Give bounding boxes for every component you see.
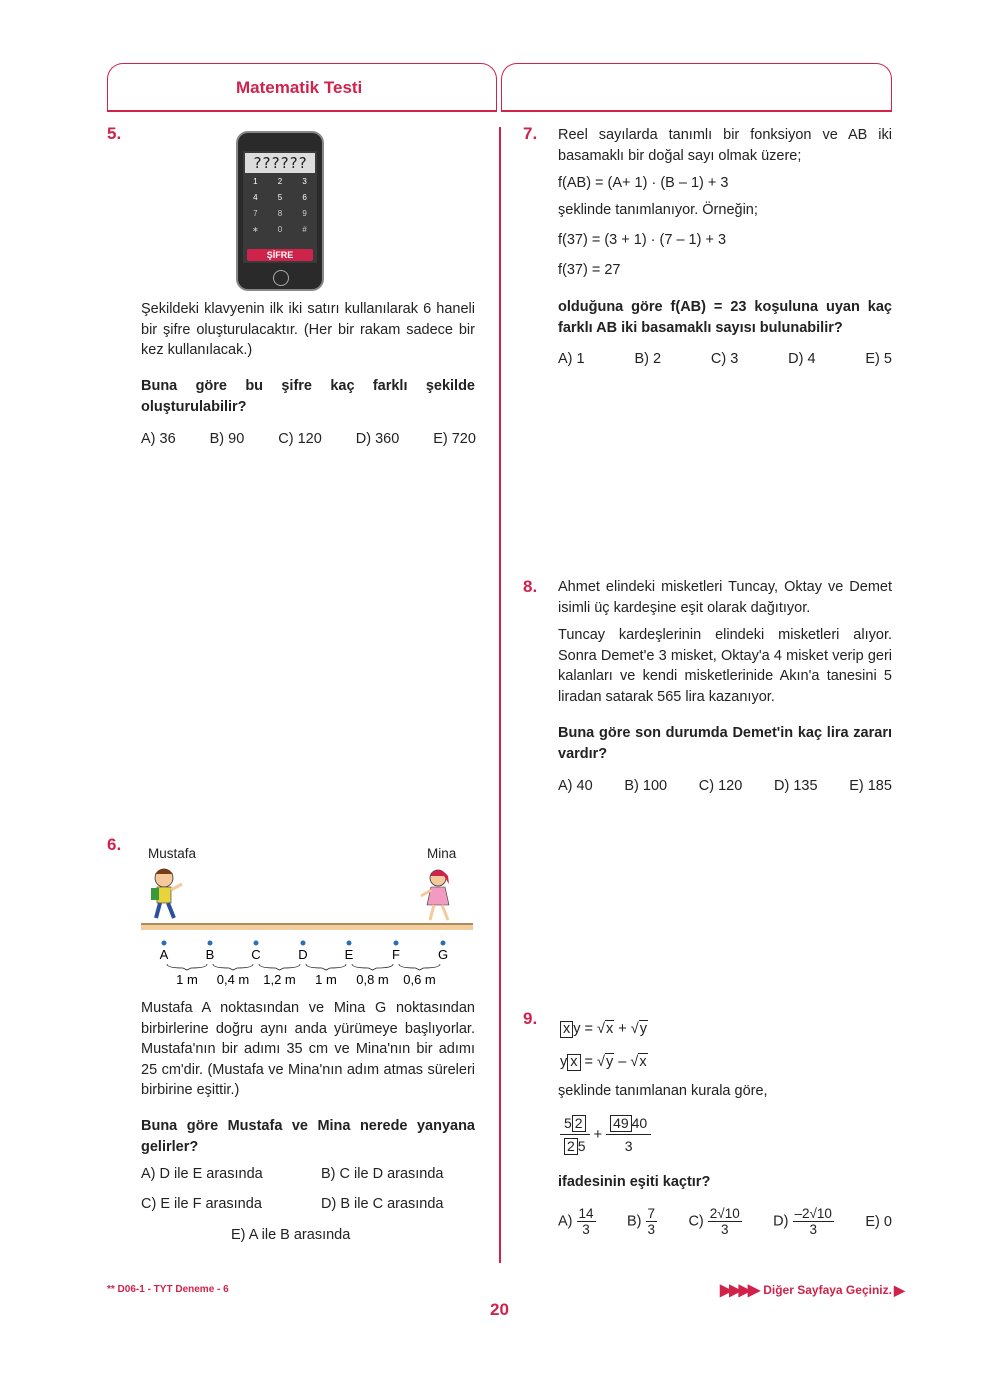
page-title: Matematik Testi — [236, 78, 363, 97]
q6-question: Buna göre Mustafa ve Mina nerede yanyana gelirler? — [141, 1118, 475, 1155]
q5-options — [141, 431, 476, 447]
point-label: D — [298, 947, 308, 962]
q6-name-right: Mina — [427, 846, 457, 861]
q8-options — [558, 778, 892, 794]
distance-brace — [167, 964, 207, 970]
phone-key: ∗ — [251, 225, 259, 234]
q5-option-e[interactable]: E) 720 — [433, 431, 476, 447]
q8-option-c[interactable]: C) 120 — [698, 778, 743, 794]
distance-brace — [259, 964, 300, 970]
phone-key: 2 — [277, 177, 283, 186]
q8-option-d[interactable]: D) 135 — [774, 778, 818, 794]
page-number: 20 — [490, 1300, 509, 1319]
phone-image — [236, 131, 324, 291]
q7-example-1: f(37) = (3 + 1) · (7 – 1) + 3 — [558, 232, 727, 248]
q7-intro: Reel sayılarda tanımlı bir fonksiyon ve AB iki basamaklı bir doğal sayı olmak üzere; — [558, 127, 892, 164]
point-marker — [347, 941, 352, 946]
point-marker — [301, 941, 306, 946]
q9-option-c[interactable]: C) $\frac{2√10}{3}$ — [688, 1206, 740, 1237]
header-left-line — [107, 110, 497, 112]
distance-label: 1,2 m — [263, 972, 296, 987]
q9-number: 9. — [523, 1009, 538, 1028]
q6-points-diagram — [140, 930, 475, 990]
q9-option-e[interactable]: E) 0 — [865, 1213, 892, 1230]
q7-options — [558, 351, 892, 367]
q5-option-a[interactable]: A) 36 — [141, 431, 176, 447]
distance-brace — [399, 964, 440, 970]
q5-question: Buna göre bu şifre kaç farklı şekilde oluşturulabilir? — [141, 378, 475, 415]
q7-question: olduğuna göre f(AB) = 23 koşuluna uyan kaç farklı AB iki basamaklı sayısı bulunabilir? — [558, 299, 892, 336]
phone-display: ?????? — [245, 153, 315, 173]
distance-label: 1 m — [176, 972, 198, 987]
q7-formula: f(AB) = (A+ 1) · (B – 1) + 3 — [558, 175, 729, 191]
q5-option-c[interactable]: C) 120 — [278, 431, 322, 447]
q9-definition-2: y x = √y – √x — [560, 1054, 647, 1070]
q8-option-e[interactable]: E) 185 — [849, 778, 892, 794]
q9-option-b[interactable]: B) $\frac{7}{3}$ — [626, 1206, 656, 1237]
phone-key: 6 — [302, 193, 307, 202]
point-label: A — [159, 947, 169, 962]
phone-key: 7 — [253, 209, 258, 218]
phone-key: 5 — [277, 193, 283, 202]
q7-option-c[interactable]: C) 3 — [710, 351, 739, 367]
next-page-label: Diğer Sayfaya Geçiniz. — [763, 1283, 892, 1297]
distance-label: 0,8 m — [356, 972, 389, 987]
q6-option-c[interactable]: C) E ile F arasında — [141, 1196, 262, 1212]
q9-mid: şeklinde tanımlanan kurala göre, — [558, 1083, 768, 1099]
q7-mid: şeklinde tanımlanıyor. Örneğin; — [558, 202, 758, 218]
distance-label: 0,6 m — [403, 972, 436, 987]
point-label: C — [251, 947, 261, 962]
footer-code: ** D06-1 - TYT Deneme - 6 — [107, 1284, 229, 1295]
def2-box: x — [567, 1054, 580, 1071]
q8-option-a[interactable]: A) 40 — [558, 778, 593, 794]
q6-option-a[interactable]: A) D ile E arasında — [141, 1166, 263, 1182]
point-marker — [254, 941, 259, 946]
point-marker — [394, 941, 399, 946]
phone-key: # — [302, 225, 307, 234]
q6-option-d[interactable]: D) B ile C arasında — [321, 1196, 444, 1212]
q8-option-b[interactable]: B) 100 — [624, 778, 668, 794]
q6-walkers-illustration — [140, 860, 475, 930]
next-page-indicator — [720, 1280, 905, 1300]
phone-key: 9 — [302, 209, 307, 218]
q5-option-b[interactable]: B) 90 — [209, 431, 245, 447]
q9-definition-1: x y = √x + √y — [560, 1020, 648, 1038]
q9-option-a[interactable]: A) $\frac{14}{3}$ — [558, 1206, 594, 1237]
q7-example-2: f(37) = 27 — [558, 262, 621, 278]
distance-brace — [352, 964, 393, 970]
phone-keypad — [243, 177, 317, 234]
point-marker — [162, 941, 167, 946]
distance-brace — [213, 964, 253, 970]
distance-brace — [306, 964, 346, 970]
q9-question: ifadesinin eşiti kaçtır? — [558, 1174, 711, 1190]
phone-sifre-button: ŞİFRE — [247, 249, 313, 261]
phone-screen — [243, 151, 317, 263]
header-right-box — [501, 63, 892, 110]
q8-paragraph-2: Tuncay kardeşlerinin elindeki misketleri alıyor. Sonra Demet'e 3 misket, Oktay'a 4 misket verip geri kalanları ve kendi misketlerinide Akın'a tanesini 5 liradan satarak 565 lira kazanıyor. — [558, 627, 892, 705]
q7-number: 7. — [523, 124, 538, 143]
q6-option-e[interactable]: E) A ile B arasında — [231, 1227, 351, 1243]
phone-home-button — [273, 270, 289, 286]
q7-option-d[interactable]: D) 4 — [788, 351, 816, 367]
q9-options — [558, 1206, 892, 1237]
phone-key: 0 — [277, 225, 283, 234]
q6-text: Mustafa A noktasından ve Mina G noktasından birbirlerine doğru aynı anda yürümeye başlıyorlar. Mustafa'nın bir adımı 35 cm ve Mina'nın bir adımı 25 cm'dir. (Mustafa ve Mina'nın adım atmas süreleri birbirine eşittir.) — [141, 1000, 475, 1098]
q9-option-d[interactable]: D) $\frac{-2√10}{3}$ — [773, 1206, 832, 1237]
q6-number: 6. — [107, 835, 122, 854]
point-marker — [441, 941, 446, 946]
q7-option-a[interactable]: A) 1 — [558, 351, 585, 367]
arrow-right-icon: ▶ — [893, 1281, 905, 1298]
q6-option-b[interactable]: B) C ile D arasında — [321, 1166, 444, 1182]
q8-paragraph-1: Ahmet elindeki misketleri Tuncay, Oktay ve Demet isimli üç kardeşine eşit olarak dağıtıyor. — [558, 579, 892, 616]
q7-option-b[interactable]: B) 2 — [634, 351, 662, 367]
mina-figure — [421, 870, 449, 920]
phone-key: 8 — [277, 209, 283, 218]
header-right-line — [501, 110, 892, 112]
q5-text: Şekildeki klavyenin ilk iki satırı kullanılarak 6 haneli bir şifre oluşturulacaktır. (Her bir rakam sadece bir kez kullanılacak.) — [141, 301, 475, 358]
point-marker — [208, 941, 213, 946]
distance-label: 0,4 m — [216, 972, 250, 987]
q5-number: 5. — [107, 124, 122, 143]
def1-box: x — [560, 1021, 573, 1038]
phone-key: 4 — [253, 193, 258, 202]
phone-key: 3 — [302, 177, 307, 186]
q6-name-left: Mustafa — [148, 846, 197, 861]
q8-number: 8. — [523, 577, 538, 596]
phone-key: 1 — [253, 177, 258, 186]
q5-option-d[interactable]: D) 360 — [355, 431, 400, 447]
mustafa-figure — [151, 869, 182, 918]
column-divider — [499, 127, 501, 1263]
point-label: F — [392, 947, 400, 962]
point-label: E — [344, 947, 354, 962]
point-label: B — [205, 947, 215, 962]
distance-label: 1 m — [315, 972, 337, 987]
q8-question: Buna göre son durumda Demet'in kaç lira zararı vardır? — [558, 725, 892, 762]
arrows-icon: ▶▶▶▶ — [720, 1282, 758, 1299]
q7-option-e[interactable]: E) 5 — [865, 351, 892, 367]
point-label: G — [437, 947, 449, 962]
q9-expression: $\frac{5 2}{2 5}$ + $\frac{49 40}{3}$ — [560, 1114, 651, 1155]
